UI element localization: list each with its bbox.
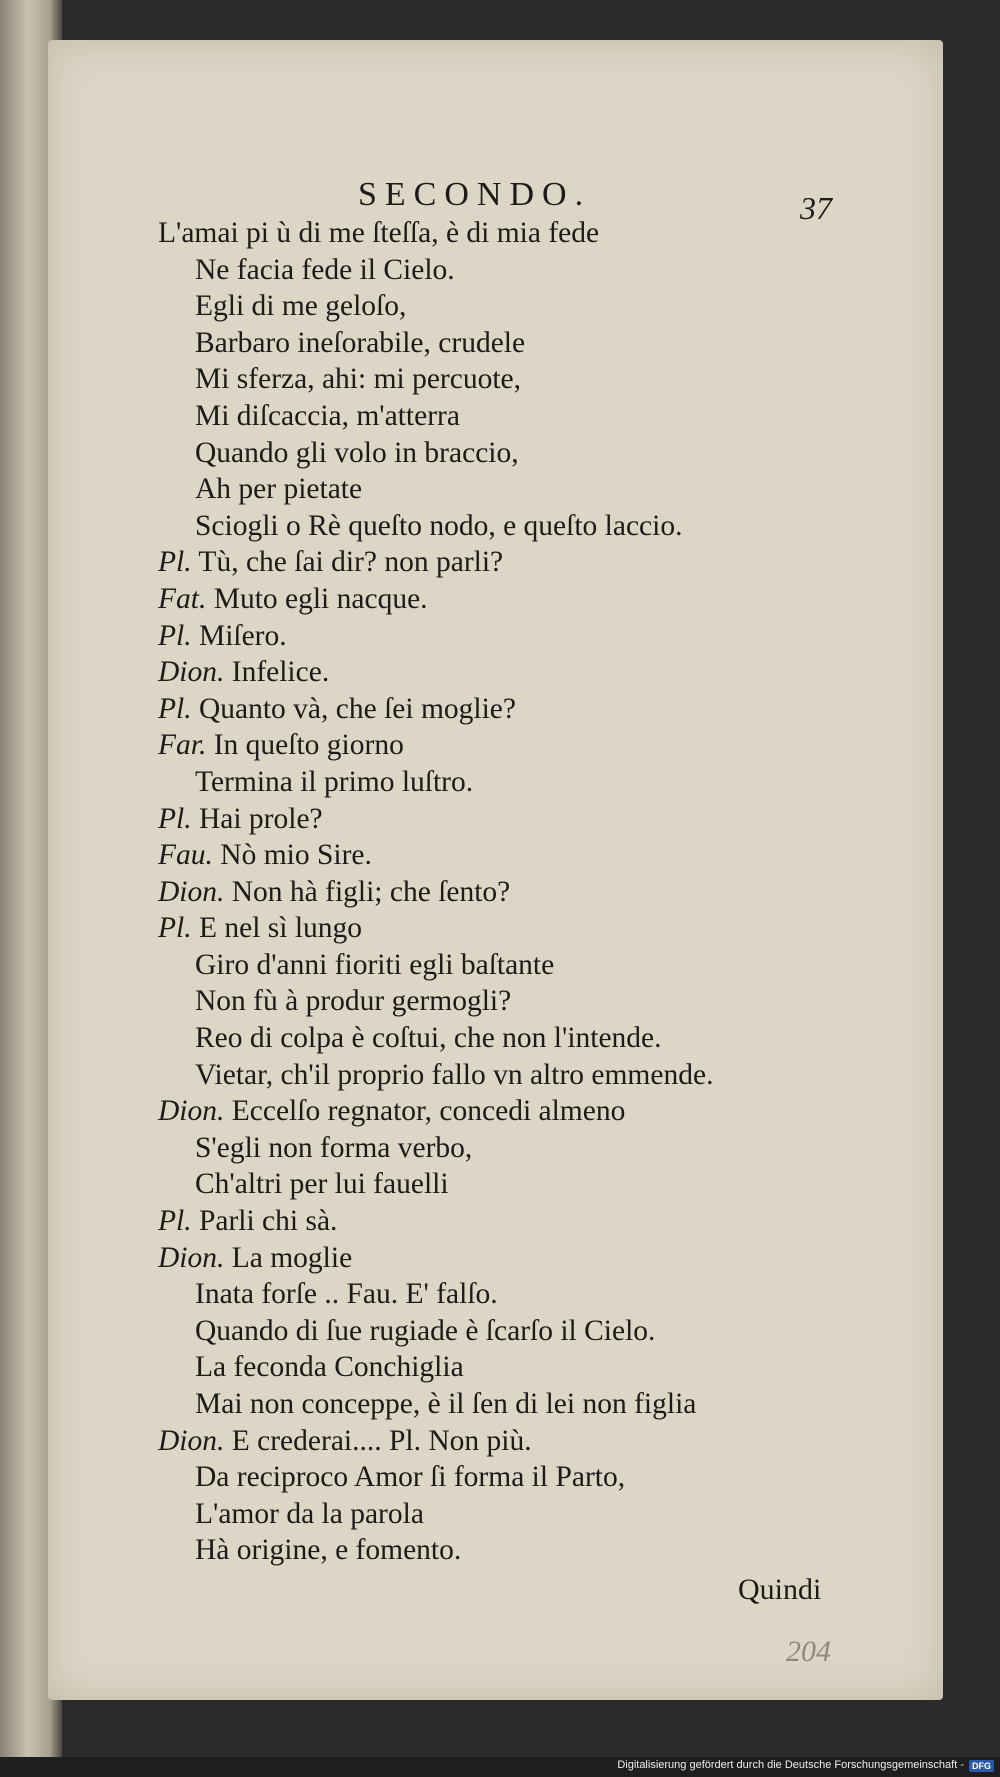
text-line <box>158 1313 898 1350</box>
text-line <box>158 727 898 764</box>
line-text: S'egli non forma verbo, <box>195 1131 473 1164</box>
line-text: Quanto và, che ſei moglie? <box>191 692 516 725</box>
speaker-label: Fau. <box>158 839 213 872</box>
text-line <box>158 1459 898 1496</box>
text-line <box>158 252 898 289</box>
line-text: Hà origine, e fomento. <box>195 1534 462 1567</box>
line-text: Nò mio Sire. <box>212 839 372 872</box>
text-block <box>158 215 898 1569</box>
text-line <box>158 215 898 252</box>
text-line <box>158 581 898 618</box>
text-line <box>158 1532 898 1569</box>
line-text: Termina il primo luſtro. <box>195 765 474 798</box>
text-line <box>158 983 898 1020</box>
line-text: Egli di me geloſo, <box>195 290 407 323</box>
text-line <box>158 618 898 655</box>
text-line <box>158 471 898 508</box>
line-text: Mi sferza, ahi: mi percuote, <box>195 363 522 396</box>
line-text: Quando di ſue rugiade è ſcarſo il Cielo. <box>195 1314 656 1347</box>
text-line <box>158 1386 898 1423</box>
text-line <box>158 544 898 581</box>
speaker-label: Pl. <box>158 546 192 579</box>
catchword: Quindi <box>738 1573 822 1606</box>
speaker-label: Pl. <box>158 1205 192 1238</box>
text-line <box>158 1203 898 1240</box>
text-line <box>158 1349 898 1386</box>
text-line <box>158 801 898 838</box>
line-text: Hai prole? <box>191 802 323 835</box>
text-line <box>158 1240 898 1277</box>
text-line <box>158 1423 898 1460</box>
footer-credit: Digitalisierung gefördert durch die Deutsche Forschungsgemeinschaft - <box>617 1759 964 1771</box>
speaker-label: Dion. <box>158 875 225 908</box>
line-text: Ah per pietate <box>195 473 363 506</box>
text-line <box>158 874 898 911</box>
page-number: 37 <box>800 190 832 226</box>
text-line <box>158 1166 898 1203</box>
text-line <box>158 1496 898 1533</box>
line-text: Muto egli nacque. <box>206 582 428 615</box>
text-line <box>158 288 898 325</box>
footer-bar <box>0 1757 1000 1777</box>
line-text: Ne facia fede il Cielo. <box>195 253 455 286</box>
line-text: Eccelſo regnator, concedi almeno <box>224 1095 626 1128</box>
text-line <box>158 1276 898 1313</box>
speaker-label: Pl. <box>158 912 192 945</box>
line-text: Tù, che ſai dir? non parli? <box>191 546 504 579</box>
line-text: La feconda Conchiglia <box>195 1351 464 1384</box>
text-line <box>158 910 898 947</box>
speaker-label: Far. <box>158 729 207 762</box>
line-text: L'amai pi ù di me ſteſſa, è di mia fede <box>158 217 600 249</box>
line-text: Inata forſe .. Fau. E' falſo. <box>195 1278 498 1311</box>
speaker-label: Pl. <box>158 619 192 652</box>
text-line <box>158 654 898 691</box>
line-text: L'amor da la parola <box>195 1497 424 1530</box>
line-text: Quando gli volo in braccio, <box>195 436 519 469</box>
speaker-label: Dion. <box>158 1241 225 1274</box>
speaker-label: Pl. <box>158 802 192 835</box>
text-line <box>158 837 898 874</box>
speaker-label: Pl. <box>158 692 192 725</box>
book-page <box>48 40 943 1700</box>
line-text: Parli chi sà. <box>191 1205 338 1238</box>
line-text: Non fù à produr germogli? <box>195 985 512 1018</box>
line-text: Mi diſcaccia, m'atterra <box>195 399 460 432</box>
text-line <box>158 435 898 472</box>
text-line <box>158 764 898 801</box>
line-text: La moglie <box>224 1241 353 1274</box>
line-text: Reo di colpa è coſtui, che non l'intende. <box>195 1022 662 1055</box>
line-text: Sciogli o Rè queſto nodo, e queſto laccio. <box>195 509 683 542</box>
speaker-label: Dion. <box>158 1095 225 1128</box>
running-head: SECONDO. <box>358 176 592 213</box>
line-text: Barbaro ineſorabile, crudele <box>195 326 526 359</box>
line-text: Ch'altri per lui fauelli <box>195 1168 449 1201</box>
text-line <box>158 1057 898 1094</box>
line-text: Mai non conceppe, è il ſen di lei non figlia <box>195 1388 697 1420</box>
text-line <box>158 398 898 435</box>
speaker-label: Fat. <box>158 582 207 615</box>
line-text: E nel sì lungo <box>191 912 363 945</box>
text-line <box>158 1130 898 1167</box>
line-text: Miſero. <box>191 619 287 652</box>
speaker-label: Dion. <box>158 656 225 689</box>
dfg-logo: DFG <box>969 1760 994 1772</box>
text-line <box>158 1093 898 1130</box>
line-text: Da reciproco Amor ſi forma il Parto, <box>195 1461 626 1494</box>
text-line <box>158 361 898 398</box>
line-text: Non hà figli; che ſento? <box>224 875 511 908</box>
text-line <box>158 508 898 545</box>
pencil-annotation: 204 <box>786 1635 831 1668</box>
line-text: Infelice. <box>224 656 330 689</box>
text-line <box>158 947 898 984</box>
line-text: Giro d'anni fioriti egli baſtante <box>195 948 555 981</box>
line-text: Vietar, ch'il proprio fallo vn altro emmende. <box>195 1058 714 1091</box>
line-text: E crederai.... Pl. Non più. <box>224 1424 532 1457</box>
line-text: In queſto giorno <box>206 729 404 762</box>
text-line <box>158 325 898 362</box>
speaker-label: Dion. <box>158 1424 225 1457</box>
text-line <box>158 691 898 728</box>
text-line <box>158 1020 898 1057</box>
